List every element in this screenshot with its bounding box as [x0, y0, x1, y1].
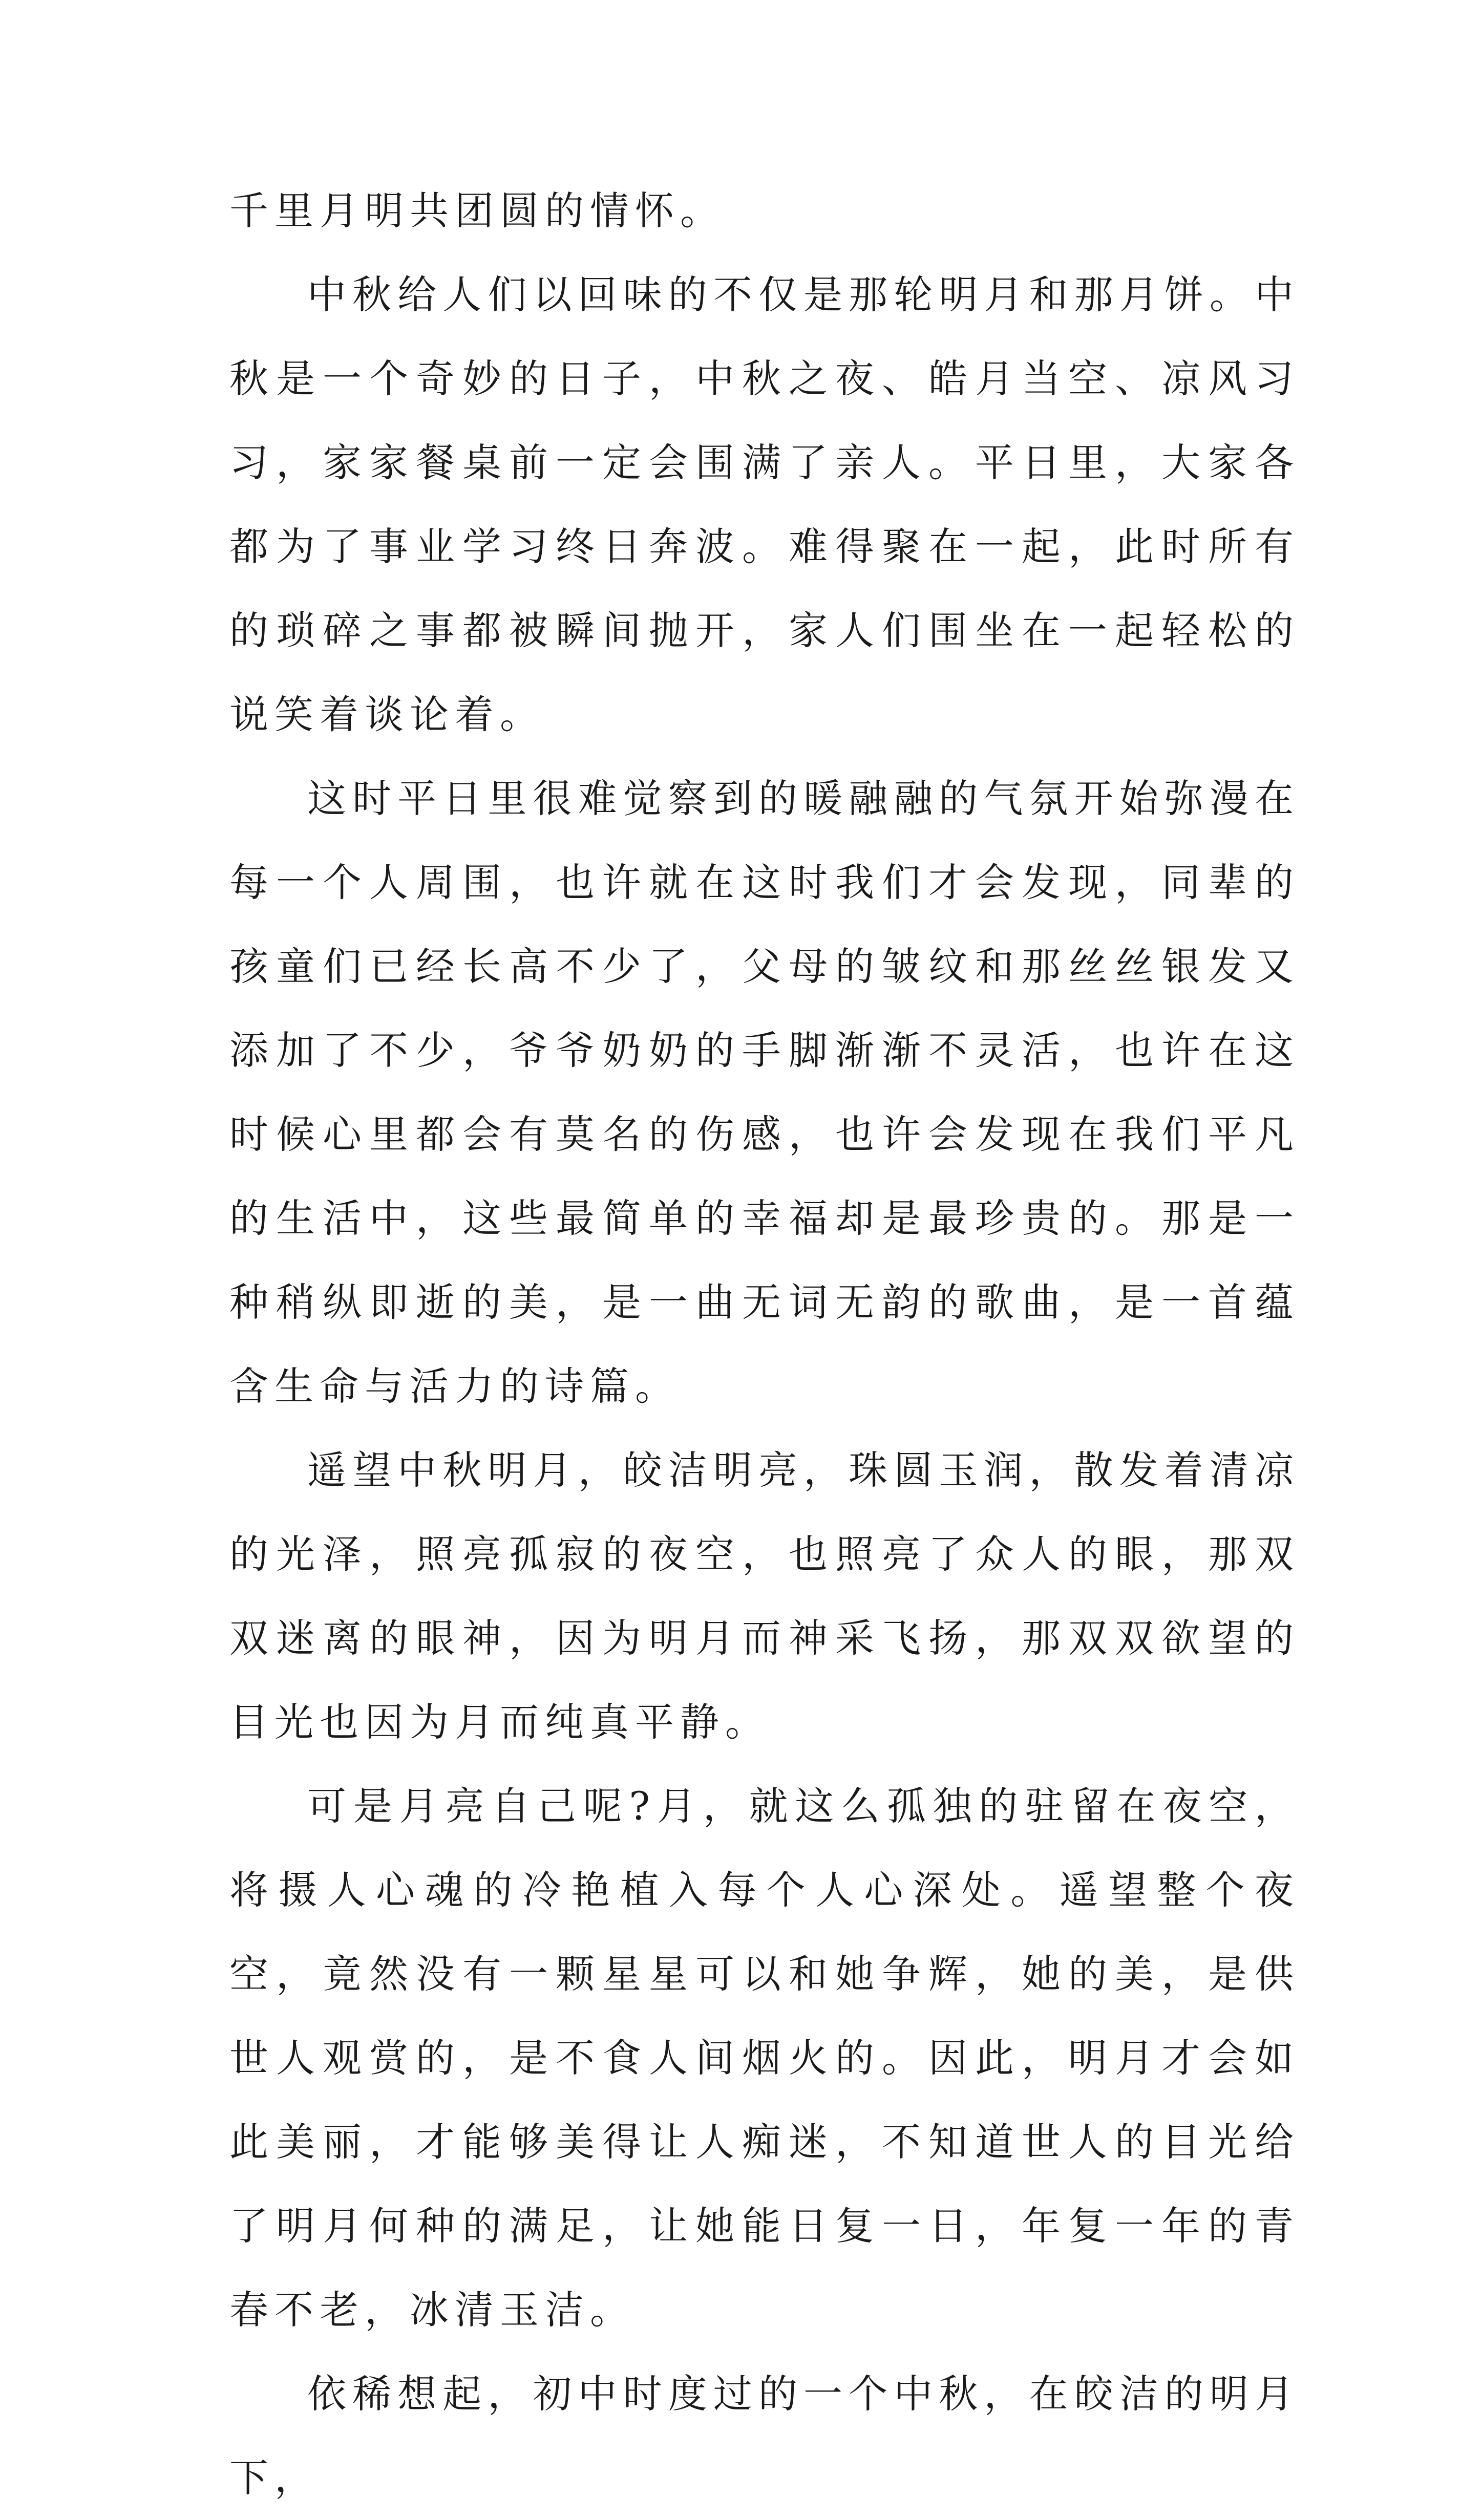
- paragraph: 千里月明共团圆的情怀。: [229, 188, 725, 233]
- paragraph: 依稀想起，初中时度过的一个中秋，在皎洁的明月下，: [229, 2371, 1300, 2501]
- body-text: [229, 169, 1300, 2520]
- paragraph: 中秋给人们以回味的不仅是那轮明月和那月饼。中秋是一个奇妙的日子，中秋之夜、皓月当空、凉风习习，家家餐桌前一定会围满了亲人。平日里，大家各都为了事业学习终日奔波。难得聚在一起，此时所有的琐碎之事都被瞬间抛开，家人们围坐在一起轻松的说笑着谈论着。: [229, 272, 1300, 737]
- paragraph: 这时平日里很难觉察到的暖融融的气氛开始弥漫在每一个人周围，也许就在这时我们才会发现，同辈的孩童们已经长高不少了，父母的皱纹和那丝丝银发又添加了不少，爷爷奶奶的手脚渐渐不灵活，也许在这时候心里都会有莫名的伤感，也许会发现在我们平凡的生活中，这些最简单的幸福却是最珍贵的。那是一种稍纵即逝的美，是一曲无词无韵的歌曲，是一首蕴含生命与活力的诗篇。: [229, 776, 1300, 1409]
- paragraph: 可是月亮自己呢?月，就这么孤独的驻留在夜空，将摄人心魂的冷艳植入每个人心深处。遥望整个夜空，竟然没有一颗星星可以和她争辉，她的美，是供世人观赏的，是不食人间烟火的。因此，明月才会如此美丽，才能够美得让人痴迷，不知道世人的目光给了明月何种的满足，让她能日复一日，年复一年的青春不老，冰清玉洁。: [229, 1783, 1300, 2333]
- paragraph: 遥望中秋明月，皎洁明亮，珠圆玉润，散发着清凉的光泽，照亮孤寂的夜空，也照亮了众人的眼，那双双迷离的眼神，因为明月而神采飞扬，那双双欲望的目光也因为月而纯真平静。: [229, 1447, 1300, 1745]
